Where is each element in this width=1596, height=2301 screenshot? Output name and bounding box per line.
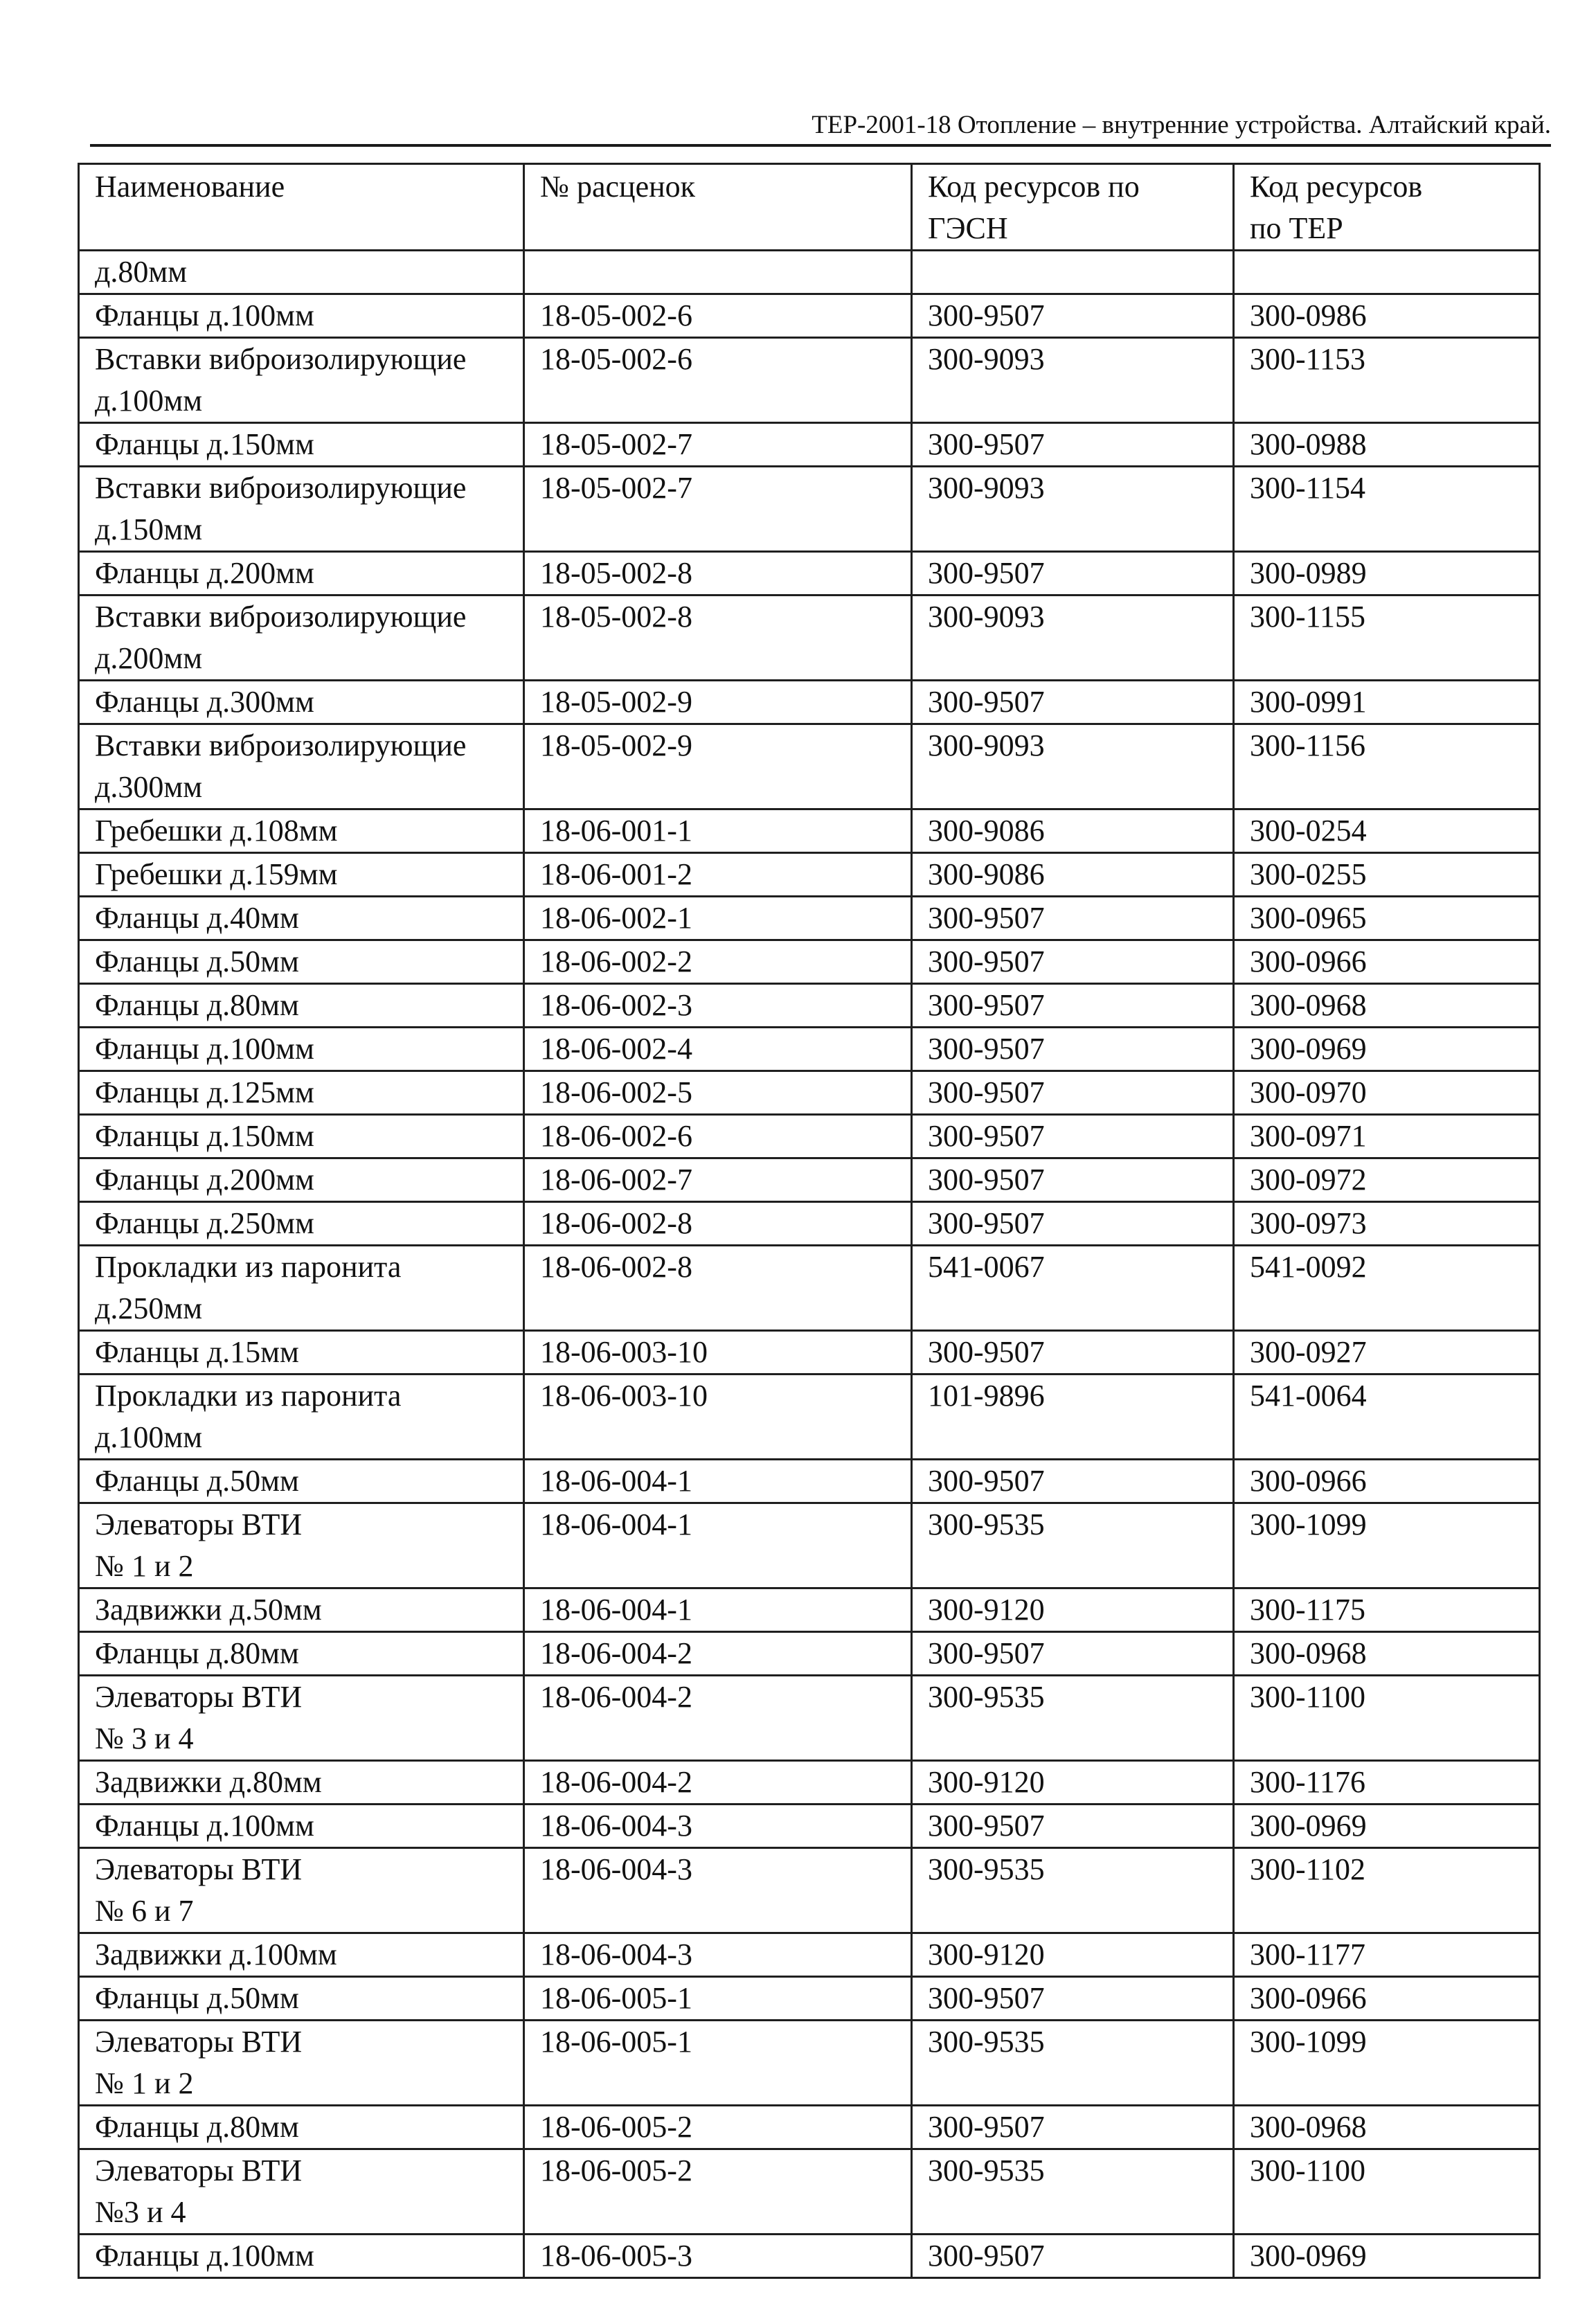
cell-rate-number: 18-06-001-2 [524, 853, 912, 897]
table-row [79, 596, 1540, 681]
cell-name: Фланцы д.40мм [79, 897, 524, 940]
cell-gesn-code: 300-9507 [912, 1158, 1234, 1202]
cell-ter-code: 300-1177 [1234, 1933, 1540, 1977]
cell-gesn-code [912, 251, 1234, 294]
table-row [79, 1028, 1540, 1071]
cell-gesn-code: 300-9120 [912, 1588, 1234, 1632]
table-row [79, 1202, 1540, 1246]
cell-rate-number: 18-05-002-6 [524, 294, 912, 338]
cell-rate-number: 18-06-001-1 [524, 809, 912, 853]
cell-name: Фланцы д.100мм [79, 2235, 524, 2278]
cell-name: Элеваторы ВТИ № 1 и 2 [79, 1503, 524, 1588]
table-row [79, 724, 1540, 809]
cell-name: Вставки виброизолирующие д.100мм [79, 338, 524, 423]
cell-name: Фланцы д.80мм [79, 984, 524, 1028]
table-row [79, 1805, 1540, 1848]
table-row [79, 809, 1540, 853]
page-header: ТЕР-2001-18 Отопление – внутренние устройства. Алтайский край. [90, 109, 1551, 147]
cell-gesn-code: 300-9535 [912, 2149, 1234, 2235]
cell-ter-code: 300-0965 [1234, 897, 1540, 940]
table-row [79, 1115, 1540, 1158]
column-header-gesn-code: Код ресурсов по ГЭСН [912, 164, 1234, 251]
cell-gesn-code: 300-9535 [912, 1848, 1234, 1933]
cell-rate-number [524, 251, 912, 294]
cell-name: Задвижки д.100мм [79, 1933, 524, 1977]
cell-ter-code: 300-1155 [1234, 596, 1540, 681]
table-row [79, 2021, 1540, 2106]
cell-ter-code: 300-1102 [1234, 1848, 1540, 1933]
cell-ter-code: 300-0988 [1234, 423, 1540, 467]
cell-ter-code: 300-0968 [1234, 2106, 1540, 2149]
table-row [79, 552, 1540, 596]
cell-rate-number: 18-06-004-1 [524, 1503, 912, 1588]
table-row [79, 1848, 1540, 1933]
cell-rate-number: 18-05-002-8 [524, 596, 912, 681]
table-row [79, 1933, 1540, 1977]
cell-ter-code: 300-0966 [1234, 1977, 1540, 2021]
cell-name: Прокладки из паронита д.250мм [79, 1246, 524, 1331]
cell-name: Фланцы д.15мм [79, 1331, 524, 1375]
cell-ter-code: 300-0991 [1234, 681, 1540, 724]
cell-rate-number: 18-06-002-6 [524, 1115, 912, 1158]
table-row [79, 2106, 1540, 2149]
cell-rate-number: 18-06-004-1 [524, 1588, 912, 1632]
cell-name: Гребешки д.159мм [79, 853, 524, 897]
cell-ter-code: 300-0969 [1234, 1805, 1540, 1848]
cell-name: Прокладки из паронита д.100мм [79, 1375, 524, 1460]
cell-ter-code: 300-1175 [1234, 1588, 1540, 1632]
table-row [79, 1246, 1540, 1331]
table-row [79, 467, 1540, 552]
cell-rate-number: 18-06-004-1 [524, 1460, 912, 1503]
cell-ter-code: 300-0968 [1234, 984, 1540, 1028]
table-row [79, 1676, 1540, 1761]
cell-ter-code: 300-0966 [1234, 940, 1540, 984]
table-row [79, 1460, 1540, 1503]
cell-rate-number: 18-06-002-8 [524, 1246, 912, 1331]
cell-gesn-code: 300-9507 [912, 423, 1234, 467]
cell-name: Фланцы д.100мм [79, 1805, 524, 1848]
table-row [79, 681, 1540, 724]
cell-gesn-code: 300-9093 [912, 338, 1234, 423]
table-row [79, 294, 1540, 338]
cell-rate-number: 18-06-002-5 [524, 1071, 912, 1115]
cell-gesn-code: 300-9507 [912, 1805, 1234, 1848]
table-row [79, 940, 1540, 984]
column-header-ter-code: Код ресурсов по ТЕР [1234, 164, 1540, 251]
cell-gesn-code: 300-9535 [912, 2021, 1234, 2106]
cell-name: Фланцы д.50мм [79, 1460, 524, 1503]
cell-ter-code: 300-0255 [1234, 853, 1540, 897]
cell-name: Элеваторы ВТИ № 6 и 7 [79, 1848, 524, 1933]
cell-rate-number: 18-05-002-9 [524, 681, 912, 724]
cell-gesn-code: 300-9093 [912, 467, 1234, 552]
cell-ter-code: 300-0966 [1234, 1460, 1540, 1503]
table-row [79, 1375, 1540, 1460]
table-row [79, 1761, 1540, 1805]
table-body [79, 251, 1540, 2278]
cell-rate-number: 18-06-004-3 [524, 1848, 912, 1933]
table-row [79, 1503, 1540, 1588]
cell-gesn-code: 300-9507 [912, 940, 1234, 984]
cell-ter-code: 300-0989 [1234, 552, 1540, 596]
cell-rate-number: 18-06-004-3 [524, 1805, 912, 1848]
cell-name: Фланцы д.150мм [79, 423, 524, 467]
cell-ter-code: 541-0092 [1234, 1246, 1540, 1331]
cell-gesn-code: 541-0067 [912, 1246, 1234, 1331]
cell-name: Фланцы д.150мм [79, 1115, 524, 1158]
cell-ter-code: 300-1099 [1234, 1503, 1540, 1588]
table-row [79, 1977, 1540, 2021]
cell-name: Фланцы д.50мм [79, 940, 524, 984]
cell-name: Задвижки д.50мм [79, 1588, 524, 1632]
cell-gesn-code: 300-9507 [912, 681, 1234, 724]
cell-name: Фланцы д.50мм [79, 1977, 524, 2021]
cell-ter-code: 300-0986 [1234, 294, 1540, 338]
cell-ter-code: 300-0973 [1234, 1202, 1540, 1246]
cell-ter-code: 300-0969 [1234, 2235, 1540, 2278]
cell-ter-code: 300-1100 [1234, 2149, 1540, 2235]
cell-ter-code: 300-1153 [1234, 338, 1540, 423]
cell-name: Фланцы д.300мм [79, 681, 524, 724]
cell-gesn-code: 300-9507 [912, 2106, 1234, 2149]
cell-rate-number: 18-05-002-7 [524, 423, 912, 467]
cell-rate-number: 18-05-002-7 [524, 467, 912, 552]
cell-gesn-code: 300-9086 [912, 809, 1234, 853]
resource-codes-table [78, 163, 1541, 2279]
cell-name: Фланцы д.80мм [79, 1632, 524, 1676]
cell-ter-code: 300-1100 [1234, 1676, 1540, 1761]
cell-rate-number: 18-06-005-1 [524, 1977, 912, 2021]
cell-gesn-code: 300-9120 [912, 1933, 1234, 1977]
cell-gesn-code: 300-9535 [912, 1676, 1234, 1761]
cell-name: Фланцы д.250мм [79, 1202, 524, 1246]
cell-ter-code: 300-0927 [1234, 1331, 1540, 1375]
cell-gesn-code: 300-9535 [912, 1503, 1234, 1588]
cell-rate-number: 18-06-004-2 [524, 1761, 912, 1805]
table-row [79, 1632, 1540, 1676]
cell-name: Вставки виброизолирующие д.300мм [79, 724, 524, 809]
cell-rate-number: 18-06-005-3 [524, 2235, 912, 2278]
cell-rate-number: 18-06-003-10 [524, 1375, 912, 1460]
table-row [79, 2149, 1540, 2235]
cell-ter-code: 300-0254 [1234, 809, 1540, 853]
cell-gesn-code: 300-9507 [912, 897, 1234, 940]
table-row [79, 897, 1540, 940]
cell-name: Фланцы д.100мм [79, 294, 524, 338]
cell-gesn-code: 300-9093 [912, 724, 1234, 809]
cell-rate-number: 18-06-002-2 [524, 940, 912, 984]
cell-gesn-code: 300-9086 [912, 853, 1234, 897]
cell-gesn-code: 300-9507 [912, 1028, 1234, 1071]
cell-gesn-code: 300-9507 [912, 294, 1234, 338]
cell-ter-code: 300-0969 [1234, 1028, 1540, 1071]
cell-ter-code: 541-0064 [1234, 1375, 1540, 1460]
table-row [79, 423, 1540, 467]
cell-gesn-code: 300-9507 [912, 1977, 1234, 2021]
cell-ter-code: 300-0972 [1234, 1158, 1540, 1202]
cell-name: Вставки виброизолирующие д.200мм [79, 596, 524, 681]
cell-rate-number: 18-06-002-8 [524, 1202, 912, 1246]
table-header-row [79, 164, 1540, 251]
cell-name: Фланцы д.100мм [79, 1028, 524, 1071]
cell-rate-number: 18-06-002-7 [524, 1158, 912, 1202]
cell-rate-number: 18-06-004-2 [524, 1632, 912, 1676]
table-row [79, 853, 1540, 897]
cell-ter-code: 300-1099 [1234, 2021, 1540, 2106]
column-header-name: Наименование [79, 164, 524, 251]
cell-rate-number: 18-05-002-8 [524, 552, 912, 596]
cell-name: Элеваторы ВТИ № 3 и 4 [79, 1676, 524, 1761]
cell-ter-code: 300-1154 [1234, 467, 1540, 552]
cell-name: Фланцы д.125мм [79, 1071, 524, 1115]
cell-gesn-code: 300-9507 [912, 552, 1234, 596]
table-row [79, 1331, 1540, 1375]
cell-rate-number: 18-05-002-6 [524, 338, 912, 423]
table-row [79, 984, 1540, 1028]
cell-gesn-code: 300-9507 [912, 1071, 1234, 1115]
cell-rate-number: 18-06-004-3 [524, 1933, 912, 1977]
cell-gesn-code: 101-9896 [912, 1375, 1234, 1460]
cell-rate-number: 18-06-005-1 [524, 2021, 912, 2106]
cell-ter-code: 300-0968 [1234, 1632, 1540, 1676]
cell-rate-number: 18-06-004-2 [524, 1676, 912, 1761]
cell-gesn-code: 300-9507 [912, 1331, 1234, 1375]
table-row [79, 251, 1540, 294]
cell-gesn-code: 300-9507 [912, 1460, 1234, 1503]
cell-ter-code [1234, 251, 1540, 294]
table-row [79, 1158, 1540, 1202]
cell-name: Фланцы д.200мм [79, 1158, 524, 1202]
cell-rate-number: 18-06-005-2 [524, 2149, 912, 2235]
table-row [79, 1588, 1540, 1632]
cell-rate-number: 18-06-005-2 [524, 2106, 912, 2149]
cell-gesn-code: 300-9507 [912, 984, 1234, 1028]
column-header-rate-number: № расценок [524, 164, 912, 251]
cell-name: Задвижки д.80мм [79, 1761, 524, 1805]
cell-gesn-code: 300-9507 [912, 1202, 1234, 1246]
cell-name: Элеваторы ВТИ № 1 и 2 [79, 2021, 524, 2106]
table-row [79, 2235, 1540, 2278]
cell-gesn-code: 300-9093 [912, 596, 1234, 681]
cell-gesn-code: 300-9507 [912, 2235, 1234, 2278]
cell-gesn-code: 300-9120 [912, 1761, 1234, 1805]
cell-ter-code: 300-0971 [1234, 1115, 1540, 1158]
cell-name: Фланцы д.80мм [79, 2106, 524, 2149]
cell-rate-number: 18-06-002-1 [524, 897, 912, 940]
table-row [79, 338, 1540, 423]
cell-name: Фланцы д.200мм [79, 552, 524, 596]
cell-rate-number: 18-05-002-9 [524, 724, 912, 809]
cell-name: Вставки виброизолирующие д.150мм [79, 467, 524, 552]
cell-name: д.80мм [79, 251, 524, 294]
cell-ter-code: 300-1156 [1234, 724, 1540, 809]
cell-rate-number: 18-06-002-4 [524, 1028, 912, 1071]
cell-ter-code: 300-1176 [1234, 1761, 1540, 1805]
cell-ter-code: 300-0970 [1234, 1071, 1540, 1115]
cell-rate-number: 18-06-003-10 [524, 1331, 912, 1375]
cell-name: Элеваторы ВТИ №3 и 4 [79, 2149, 524, 2235]
cell-rate-number: 18-06-002-3 [524, 984, 912, 1028]
cell-name: Гребешки д.108мм [79, 809, 524, 853]
table-row [79, 1071, 1540, 1115]
cell-gesn-code: 300-9507 [912, 1115, 1234, 1158]
table-header [79, 164, 1540, 251]
cell-gesn-code: 300-9507 [912, 1632, 1234, 1676]
